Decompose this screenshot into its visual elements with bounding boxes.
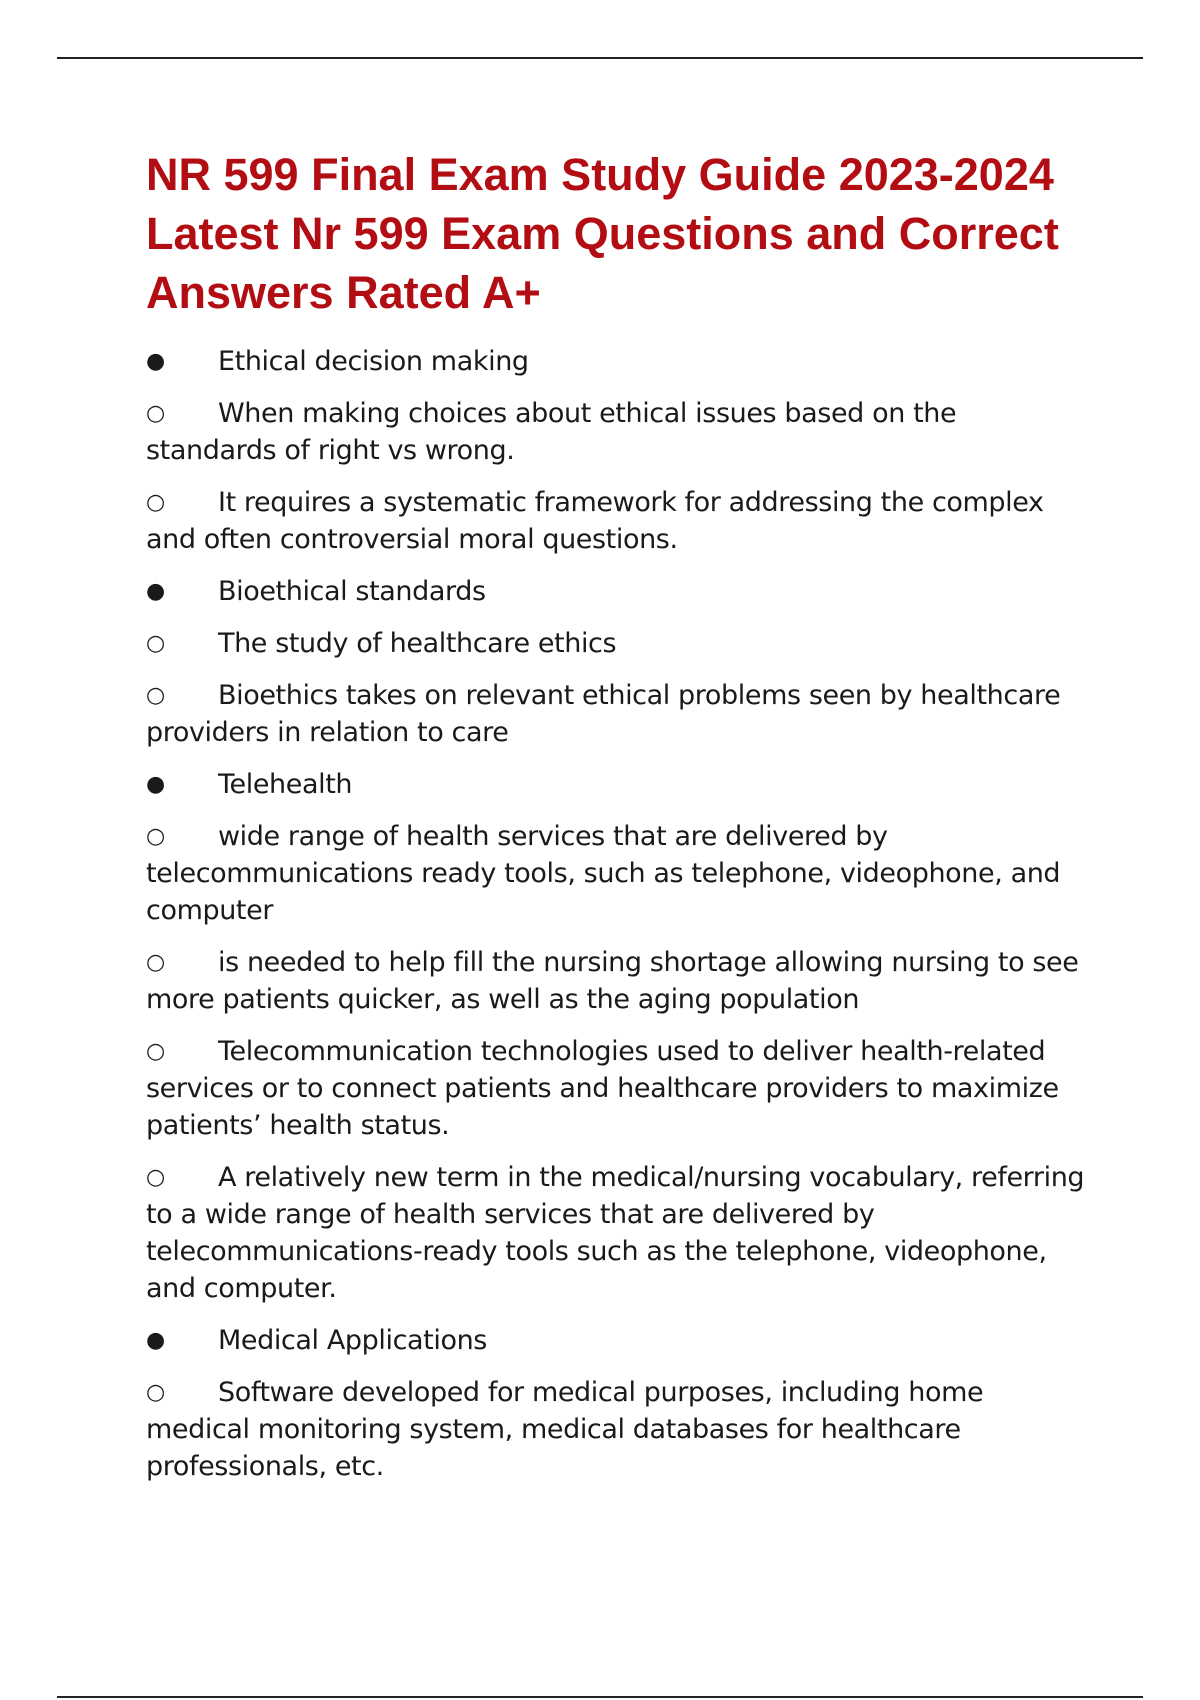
circle-marker: ○ xyxy=(146,824,165,849)
study-guide-list xyxy=(146,343,1086,1485)
list-item-medical-applications xyxy=(146,1322,1086,1359)
list-item xyxy=(146,944,1086,1018)
bullet-marker: ● xyxy=(146,772,165,797)
list-item-text: Bioethics takes on relevant ethical problems seen by healthcare providers in relation to care xyxy=(146,680,1061,748)
document-title: NR 599 Final Exam Study Guide 2023-2024 Latest Nr 599 Exam Questions and Correct Answers Rated A+ xyxy=(146,149,1059,318)
list-item-text: It requires a systematic framework for addressing the complex and often controversial moral questions. xyxy=(146,487,1044,555)
top-rule xyxy=(57,57,1143,59)
circle-marker: ○ xyxy=(146,683,165,708)
list-item-text: When making choices about ethical issues based on the standards of right vs wrong. xyxy=(146,398,957,466)
list-item xyxy=(146,484,1086,558)
list-item-bioethical-standards xyxy=(146,573,1086,610)
circle-marker: ○ xyxy=(146,1039,165,1064)
list-item-text: Telehealth xyxy=(218,769,353,800)
list-item xyxy=(146,625,1086,662)
list-item xyxy=(146,1374,1086,1485)
list-item xyxy=(146,1159,1086,1307)
list-item xyxy=(146,818,1086,929)
circle-marker: ○ xyxy=(146,631,165,656)
list-item-text: The study of healthcare ethics xyxy=(218,628,617,659)
list-item xyxy=(146,395,1086,469)
list-item-text: Ethical decision making xyxy=(218,346,529,377)
list-item-text: Bioethical standards xyxy=(218,576,486,607)
list-item-ethical-decision-making xyxy=(146,343,1086,380)
circle-marker: ○ xyxy=(146,950,165,975)
bullet-marker: ● xyxy=(146,579,165,604)
document-body xyxy=(146,145,1086,1500)
bullet-marker: ● xyxy=(146,1328,165,1353)
list-item xyxy=(146,677,1086,751)
bullet-marker: ● xyxy=(146,349,165,374)
circle-marker: ○ xyxy=(146,401,165,426)
circle-marker: ○ xyxy=(146,1380,165,1405)
circle-marker: ○ xyxy=(146,490,165,515)
bottom-rule xyxy=(57,1696,1143,1698)
list-item-text: A relatively new term in the medical/nursing vocabulary, referring to a wide range of health services that are delivered by telecommunications-ready tools such as the telephone, videophone, and computer. xyxy=(146,1162,1085,1304)
list-item-text: is needed to help fill the nursing shortage allowing nursing to see more patients quicker, as well as the aging population xyxy=(146,947,1079,1015)
list-item-text: Telecommunication technologies used to deliver health-related services or to connect patients and healthcare providers to maximize patients’ health status. xyxy=(146,1036,1059,1141)
list-item-text: Software developed for medical purposes, including home medical monitoring system, medical databases for healthcare professionals, etc. xyxy=(146,1377,984,1482)
circle-marker: ○ xyxy=(146,1165,165,1190)
list-item xyxy=(146,1033,1086,1144)
list-item-text: Medical Applications xyxy=(218,1325,487,1356)
list-item-telehealth xyxy=(146,766,1086,803)
list-item-text: wide range of health services that are delivered by telecommunications ready tools, such as telephone, videophone, and computer xyxy=(146,821,1061,926)
